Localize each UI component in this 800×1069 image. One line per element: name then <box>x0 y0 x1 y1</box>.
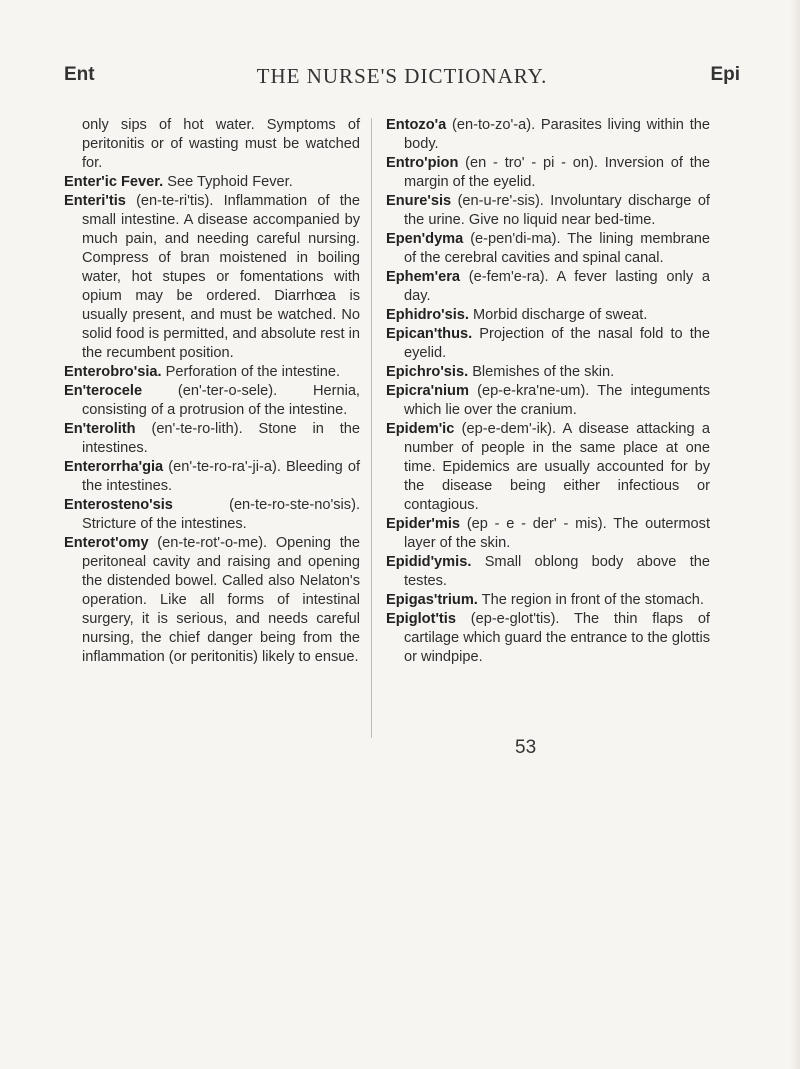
entry-definition: (en-u-re'-sis). Involuntary discharge of the urine. Give no liquid near bed-time. <box>404 193 710 228</box>
entry-definition: (en-te-rot'-o-me). Opening the peritoneal cavity and raising and opening the distended bowel. Called also Nelaton's operation. Like all forms of intestinal surgery, it is serious, and needs careful nursing, the chief danger being from the inflammation (or peritonitis) likely to ensue. <box>82 535 360 665</box>
entry-headword: Ephem'era <box>386 269 461 285</box>
entry-definition: Blemishes of the skin. <box>472 364 615 380</box>
entry-definition: Small oblong body above the testes. <box>404 554 710 589</box>
entry-definition: (e-pen'di-ma). The lining membrane of the cerebral cavities and spinal canal. <box>404 231 710 266</box>
page-edge-shadow <box>790 0 800 1069</box>
right-guide-word: Epi <box>710 64 740 85</box>
dictionary-entry <box>386 268 710 306</box>
dictionary-entry <box>386 363 710 382</box>
entry-headword: Epen'dyma <box>386 231 464 247</box>
entry-headword: Enteri'tis <box>64 193 126 209</box>
dictionary-entry <box>386 306 710 325</box>
entry-headword: Epider'mis <box>386 516 461 532</box>
entry-headword: En'terolith <box>64 421 136 437</box>
entry-headword: Ephidro'sis. <box>386 307 469 323</box>
entry-headword: Entozo'a <box>386 117 447 133</box>
dictionary-entry <box>386 420 710 515</box>
right-column <box>386 116 710 667</box>
dictionary-entry <box>64 458 360 496</box>
entry-definition: (en-te-ro-ste-no'sis). Stricture of the intestines. <box>82 497 360 532</box>
dictionary-entry <box>386 192 710 230</box>
entry-headword: Enterot'omy <box>64 535 149 551</box>
entry-headword: Entro'pion <box>386 155 459 171</box>
entry-definition: The region in front of the stomach. <box>481 592 704 608</box>
entry-headword: Enterosteno'sis <box>64 497 173 513</box>
dictionary-entry <box>64 363 360 382</box>
entry-headword: Epidem'ic <box>386 421 455 437</box>
dictionary-entry <box>386 591 710 610</box>
dictionary-entry <box>386 230 710 268</box>
entry-definition: (en'-ter-o-sele). Hernia, consisting of a protrusion of the intestine. <box>82 383 360 418</box>
entry-headword: Epidid'ymis. <box>386 554 472 570</box>
page-number: 53 <box>515 737 537 758</box>
dictionary-entry <box>386 154 710 192</box>
dictionary-entry <box>64 382 360 420</box>
entry-definition: (en-to-zo'-a). Parasites living within the body. <box>404 117 711 152</box>
left-column <box>64 116 360 667</box>
entry-definition: (en'-te-ro-ra'-ji-a). Bleeding of the intestines. <box>82 459 361 494</box>
entry-definition: See Typhoid Fever. <box>167 174 293 190</box>
entry-definition: Morbid discharge of sweat. <box>473 307 648 323</box>
entry-headword: Enter'ic Fever. <box>64 174 164 190</box>
entry-headword: Epichro'sis. <box>386 364 469 380</box>
entry-definition: Projection of the nasal fold to the eyelid. <box>404 326 710 361</box>
dictionary-entry <box>64 534 360 667</box>
dictionary-entry <box>386 515 710 553</box>
column-divider <box>371 118 372 738</box>
entry-definition: (ep-e-kra'ne-um). The integuments which lie over the cranium. <box>404 383 711 418</box>
entry-definition: only sips of hot water. Symptoms of peritonitis or of wasting must be watched for. <box>82 117 360 171</box>
dictionary-entry <box>64 496 360 534</box>
running-title: THE NURSE'S DICTIONARY. <box>256 64 548 88</box>
entry-headword: Enterobro'sia. <box>64 364 162 380</box>
entry-headword: En'terocele <box>64 383 143 399</box>
dictionary-entry <box>64 173 360 192</box>
dictionary-entry <box>386 382 710 420</box>
entry-definition: (en-te-ri'tis). Inflammation of the small intestine. A disease accompanied by much pain, and needing careful nursing. Compress of bran moistened in boiling water, hot stupes or fomentations with opium may be ordered. Diarrhœa is usually present, and must be watched. No solid food is permitted, and absolute rest in the recumbent position. <box>82 193 360 361</box>
entry-headword: Epican'thus. <box>386 326 473 342</box>
dictionary-entry <box>386 116 710 154</box>
entry-headword: Enure'sis <box>386 193 452 209</box>
dictionary-entry <box>64 192 360 363</box>
entry-definition: Perforation of the intestine. <box>165 364 341 380</box>
entry-definition: (ep-e-dem'-ik). A disease attacking a number of people in the same place at one time. Epidemics are usually accounted for by the disease being either infectious or contagious. <box>404 421 710 513</box>
left-guide-word: Ent <box>64 64 95 85</box>
entry-headword: Epiglot'tis <box>386 611 456 627</box>
entry-definition: (ep - e - der' - mis). The outermost layer of the skin. <box>404 516 710 551</box>
entry-definition: (en'-te-ro-lith). Stone in the intestines. <box>82 421 361 456</box>
entry-headword: Enterorrha'gia <box>64 459 164 475</box>
dictionary-entry <box>64 420 360 458</box>
dictionary-entry <box>386 325 710 363</box>
entry-definition: (e-fem'e-ra). A fever lasting only a day. <box>404 269 710 304</box>
dictionary-entry <box>64 116 360 173</box>
dictionary-entry <box>386 553 710 591</box>
dictionary-entry <box>386 610 710 667</box>
entry-headword: Epicra'nium <box>386 383 469 399</box>
entry-headword: Epigas'trium. <box>386 592 478 608</box>
entry-definition: (en - tro' - pi - on). Inversion of the margin of the eyelid. <box>404 155 710 190</box>
entry-definition: (ep-e-glot'tis). The thin flaps of cartilage which guard the entrance to the glottis or windpipe. <box>404 611 710 665</box>
page-header <box>64 64 740 94</box>
